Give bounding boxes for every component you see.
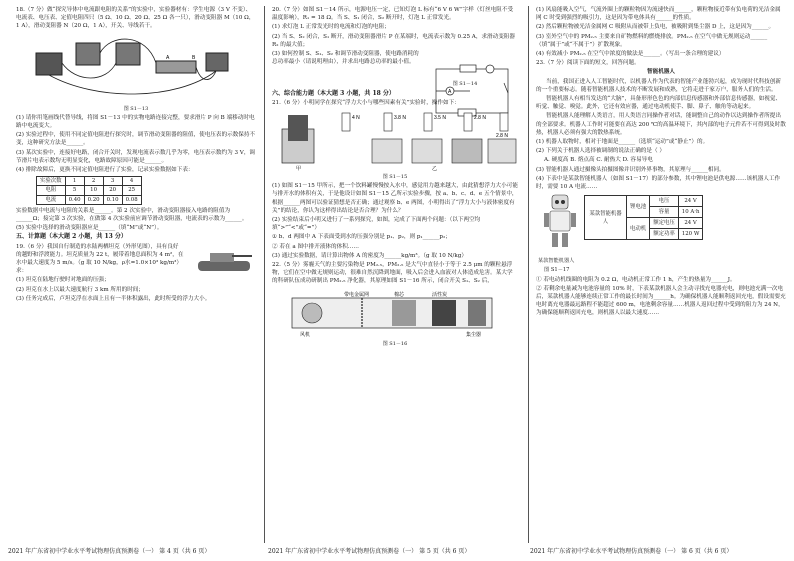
- table-header: 1: [65, 177, 84, 186]
- question-20: 20.（7 分）如图 S1－14 所示，电源电压一定，已知灯泡 L 标有“6 V 6 W”字样（灯丝电阻不受温度影响），R₁ = 18 Ω。当 S、S₁ 闭合，S₂ 断开时，灯泡 L 正常发光。: [272, 7, 514, 22]
- column-right: [536, 6, 786, 539]
- figure-label: 风机: [300, 331, 311, 338]
- q23-final-2: ② 若剩余电量减为电池容量的 10% 时，下表某款机器人会主动寻找充电器充电，则电池充满一次电后，某款机器人能够连续正常工作的最长时间为______h。为确保机器人能顺利返回充电，假设需要充电时离充电器最远路程不能超过 600 m，电池剩余容量……机器人返回过程中受到的阻力为 24 N，为确保能顺利返回充电，则机器人以最大速度……: [536, 285, 786, 317]
- q18-after-table-1: 实验数据中电流与电阻的关系是______。第 2 次实验中，滑动变阻器接入电路的阻值为______Ω；接完第 3 次实验，在做第 4 次实验前应调节滑动变阻器，电流表的示数为______。: [16, 207, 248, 223]
- group-cell: 锂电池: [627, 196, 650, 218]
- q19-item-1: (1) 坦克在陆地行驶时对地面的压强；: [16, 277, 110, 284]
- table-cell: 电阻: [37, 186, 66, 195]
- buoyancy-experiment-illustration: [272, 109, 518, 171]
- spec-value: 24 V: [678, 196, 703, 207]
- q22-item-4: (4) 有效减小 PM₂.₅ 在空气中浓度的做法是______。（写出一条合理的建议）: [536, 51, 725, 58]
- table-cell: 0.20: [84, 195, 103, 204]
- scale-reading: 2.8 N: [474, 115, 486, 122]
- scale-reading: 4 N: [352, 115, 360, 122]
- figure-label: 棉芯: [394, 291, 405, 298]
- footer-page-5: 2021 年广东省初中学业水平考试物理仿真预测卷（一） 第 5 页（共 6 页）: [268, 548, 471, 555]
- figure-caption: 图 S1－17: [544, 267, 570, 274]
- q18-item-3: (3) 某次实验中，连接好电路，闭合开关时，发现电流表示数几乎为零，电压表示数约为 3 V，调节滑片电表示数均无明显变化，电路故障原因可能是______。: [16, 149, 256, 164]
- scale-reading: 3.8 N: [394, 115, 406, 122]
- article-paragraph: 当前，我国正进入人工智能时代，以机器人作为代表的智能产业蓬勃兴起，成为现时代科技创新的一个重要标志。随着智能机器人技术的不断发展和成熟，它将走进千家万户，服务人们的生活。: [536, 78, 781, 93]
- circuit-photo-illustration: [16, 33, 256, 103]
- figure-s1-16: [272, 288, 518, 338]
- table-header: 实验次数: [37, 177, 66, 186]
- figure-caption: 图 S1－14: [452, 81, 478, 88]
- q23-options: A. 硬度高 B. 熔点高 C. 耐热大 D. 容易导电: [544, 157, 653, 164]
- article-paragraph: 智能机器人能理解人类语言，用人类语言同操作者对话，能调整自己的动作以达到操作者所提出的全部要求。机器人工作时可能要在高达 200 ℃的高温环境下，其内部的电子元件若不可得到及时散热，机器人必须有强大的散热系统。: [536, 113, 786, 136]
- q23-item-2: (2) 下列关于机器人选择被调制的说法正确的是（ ）: [536, 148, 665, 155]
- question-19: 19.（6 分）我国自行制造的水陆两栖坦克（外形见图），具有良好的越野和浮渡能力。坦克质量为 22 t，履带着地总面积为 4 m²，在水中最大速度为 5 m/s。（g 取 10 N/kg，ρ水=1.0×10³ kg/m³）求：: [16, 243, 184, 275]
- robot-image: [540, 193, 580, 249]
- table-cell: 0.10: [103, 195, 122, 204]
- table-cell: 0.40: [65, 195, 84, 204]
- subfigure-label: 乙: [432, 166, 438, 172]
- q19-item-3: (3) 任务完成后，卢坦克浮在水面上且有一半体积露出，此时所受的浮力大小。: [16, 295, 211, 302]
- article-title: 智能机器人: [647, 69, 675, 76]
- q21-item-4: ② 若在 a 图中排开液体的体积……: [272, 243, 359, 250]
- article-paragraph: 智能机器人有相当发达的“大脑”，具备形形色色的内部信息传感器和外部信息传感器，如视觉、听觉、触觉、嗅觉。此外，它还有效应器，通过电动机使手、脚、鼻子、触角等动起来。: [536, 96, 782, 111]
- question-22: 22.（5 分）雾霾天气的主要污染物是 PM₂.₅，PM₂.₅ 是大气中直径小于等于 2.5 μm 的颗粒悬浮物，它们在空中做无规则运动，很难自然沉降到地面，吸入后会进入血液对人体造成危害。某大学的科研队伍成功研制出 PM₂.₅ 净化器，其原理如图 S1－16 所示，闭合开关 S₁、S₂ 后，: [272, 262, 513, 285]
- column-middle: [272, 6, 518, 539]
- spec-value: 24 V: [678, 218, 703, 229]
- svg-text:A: A: [166, 54, 170, 61]
- table-header: 3: [103, 177, 122, 186]
- q23-item-1: (1) 机器人取物时，相对于地面是______（选填“运动”或“静止”）的。: [536, 139, 709, 146]
- spec-value: 10 A·h: [678, 207, 703, 218]
- tank-image: [194, 247, 254, 277]
- q21-item-1: (1) 如图 S1－15 甲所示，把一个饮料罐慢慢按入水中，感觉用力越来越大，由此猜想浮力大小可能与排开水的体积有关，于是他设计如图 S1－15 乙所示实验步骤，按 a、b、c、d、e 五个情景中，根据______两图可以验证猜想是否正确；通过观察 b、e 两图，小明得出了“浮力大小与液体密度有关”的结论，你认为这样得出结论是否合理？为什么？: [272, 183, 518, 214]
- table-cell: 10: [84, 186, 103, 195]
- q23-final-1: ① 若电动机线圈的电阻为 0.2 Ω，电动机正常工作 1 h，产生的热量为______J。: [536, 276, 736, 283]
- figure-s1-15: [272, 109, 518, 171]
- q20-item-2: (2) 当 S、S₂ 闭合，S₁ 断开，滑动变阻器滑片 P 在某端时，电流表示数为 0.25 A，求滑动变阻器 R₂ 的最大值；: [272, 33, 515, 48]
- figure-label: 某款智能机器人: [538, 258, 575, 265]
- page-4: [0, 0, 264, 561]
- q18-after-table-2: (5) 实验中选择的滑动变阻器应是______（填“M”或“N”）。: [16, 225, 163, 232]
- figure-label: 活性炭: [432, 291, 448, 298]
- subfigure-label: 甲: [296, 166, 302, 172]
- table-cell: 电流: [37, 195, 66, 204]
- svg-text:B: B: [192, 54, 196, 61]
- table-cell: 25: [122, 186, 141, 195]
- robot-spec-table: [584, 195, 703, 240]
- figure-label: 集尘器: [466, 331, 482, 338]
- page-5: [264, 0, 528, 561]
- table-header: 4: [122, 177, 141, 186]
- q18-item-2: (2) 实验过程中，使用不同定值电阻进行探究时，调节滑动变阻器的阻值，使电压表的示数保持不变，这种研究方法是______。: [16, 132, 256, 147]
- spec-name: 电压: [650, 196, 679, 207]
- column-left: [16, 6, 256, 539]
- figure-caption: 图 S1－15: [382, 174, 408, 181]
- q23-item-3: (3) 智能机器人通过摄像头拍摄图像并识别外界事物，其原理与______相同。: [536, 166, 725, 173]
- q22-item-1: (1) 风扇能吸入空气，气流外圈上的颗粒物因为流速快而______，颗粒物接近带有负电荷的光洁金属网 C 时受到强烈的吸引力，这是因为带电体具有______的性质。: [536, 7, 781, 22]
- footer-page-4: 2021 年广东省初中学业水平考试物理仿真预测卷（一） 第 4 页（共 6 页）: [8, 548, 211, 555]
- q18-item-4: (4) 排除故障后，更换不同定值电阻进行了实验，记录实验数据如下表：: [16, 167, 194, 174]
- question-21: 21.（6 分）小明同学在探究“浮力大小与哪些因素有关”实验时，操作如下：: [272, 99, 460, 106]
- q20-item-3: (3) 如何控制 S、S₁、S₂ 和调节滑动变阻器，使电路消耗的总功率最小（请说明理由），并求出电路总功率的最小值。: [272, 51, 419, 66]
- q23-item-4: (4) 下表中是某款智能机器人（如图 S1－17）的部分参数，其中锂电池是供电源……该机器人工作时，需要 10 A 电流……: [536, 175, 781, 191]
- q21-item-2: (2) 实验结束后小明又进行了一系列探究，如图，完成了下面两个问题：（以下两空均填“>”“<”或“=”）: [272, 217, 481, 232]
- table-cell: 0.08: [122, 195, 141, 204]
- spec-name: 额定功率: [650, 229, 679, 240]
- q19-item-2: (2) 坦克在水上以最大速度航行 3 km 所用的时间；: [16, 286, 144, 293]
- group-cell: 电动机: [627, 218, 650, 240]
- section-6-heading: 六、综合能力题（本大题 3 小题，共 18 分）: [272, 89, 395, 97]
- figure-caption: 图 S1－13: [123, 105, 149, 112]
- page-6: [528, 0, 794, 561]
- figure-label: 带电金属网: [344, 291, 370, 298]
- svg-text:A: A: [448, 89, 452, 96]
- figure-s1-13: [16, 33, 256, 103]
- scale-reading: 2.8 N: [496, 133, 508, 140]
- q21-item-5: (3) 通过实验数据，请计算出物体 A 的密度为______kg/m³。（g 取 10 N/kg）: [272, 252, 467, 259]
- question-23: 23.（7 分）阅读下面的短文，回答问题。: [536, 60, 640, 67]
- spec-name: 容量: [650, 207, 679, 218]
- q22-item-2: (2) 然后颗粒物被光洁金属网 C 吸附从而被带上负电，被吸附到集尘器 D 上，这是因为______。: [536, 24, 775, 31]
- table-header: 2: [84, 177, 103, 186]
- footer-page-6: 2021 年广东省初中学业水平考试物理仿真预测卷（一） 第 6 页（共 6 页）: [530, 548, 733, 555]
- scale-reading: 3.5 N: [434, 115, 446, 122]
- question-18: 18.（7 分）做“探究导体中电流跟电阻的关系”的实验中，实验器材有：学生电源（3 V 不变）、电流表、电压表、定值电阻四只（5 Ω、10 Ω、20 Ω、25 Ω 各一只），滑动变阻器 M（10 Ω，1 A），滑动变阻器 N（20 Ω，1 A），开关、导线若干。: [16, 7, 255, 30]
- purifier-diagram: [272, 288, 518, 338]
- q20-item-1: (1) 求灯泡 L 正常发光时的电流和灯泡的电阻；: [272, 24, 390, 31]
- table-title-cell: 某款智能机器人: [585, 196, 627, 240]
- data-table: [36, 176, 142, 205]
- table-cell: 5: [65, 186, 84, 195]
- table-cell: 20: [103, 186, 122, 195]
- figure-caption: 图 S1－16: [382, 340, 408, 347]
- spec-name: 额定电压: [650, 218, 679, 229]
- q22-item-3: (3) 室外空气中的 PM₂.₅ 主要来自矿物燃料的燃烧排放。PM₂.₅ 在空气中做无规则运动______（填“属于”或“不属于”）扩散现象。: [536, 33, 768, 48]
- q21-item-3: ① b、d 两图中 A 下表面受到水的压强分别是 p₁、p₂，则 p₁______p₂；: [272, 234, 451, 241]
- section-5-heading: 五、计算题（本大题 2 小题，共 13 分）: [16, 233, 127, 241]
- spec-value: 120 W: [678, 229, 703, 240]
- q18-item-1: (1) 请你用笔画线代替导线，将图 S1－13 中的实物电路连接完整，要求滑片 P 向 B 端移动时电路中电流变大。: [16, 114, 255, 130]
